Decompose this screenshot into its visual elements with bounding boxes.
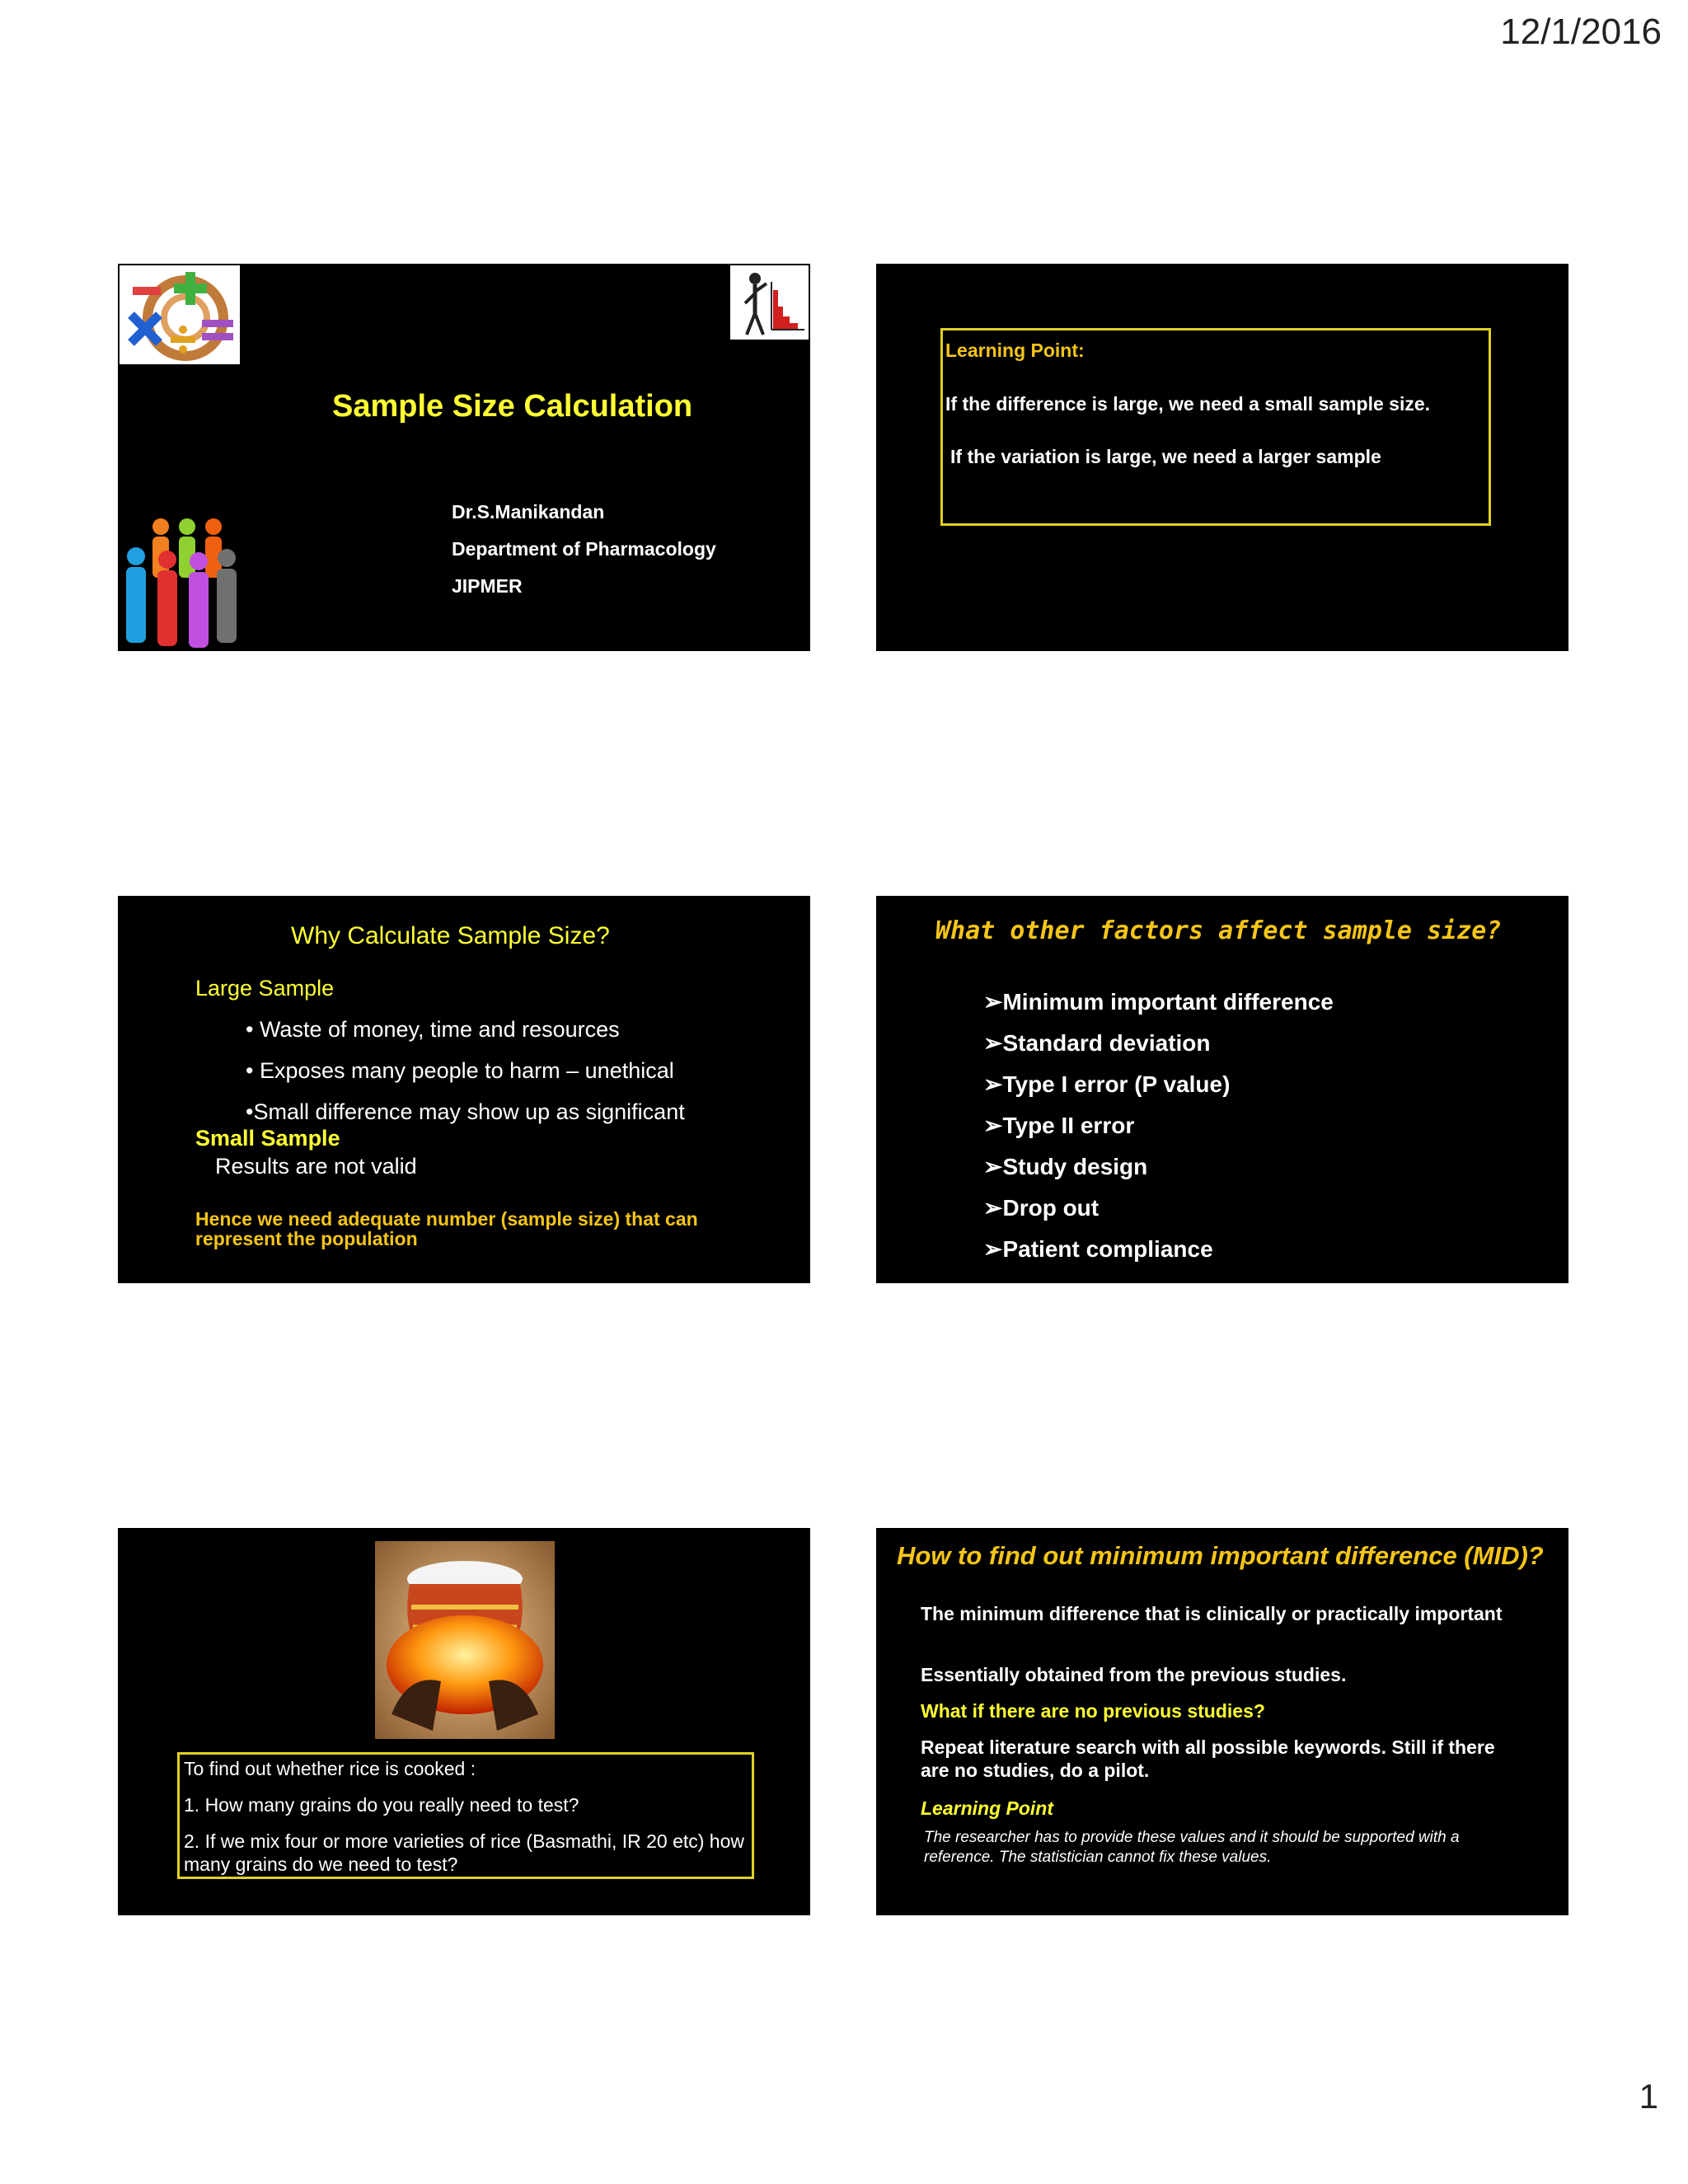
thinking-figure-icon	[730, 265, 809, 340]
arrow-bullet-icon: ➢	[983, 1154, 1003, 1179]
department-name: Department of Pharmacology	[452, 538, 716, 560]
arrow-bullet-icon: ➢	[983, 1030, 1003, 1056]
question-line: 2. If we mix four or more varieties of rice (Basmathi, IR 20 etc) how many grains do we need to test?	[184, 1830, 745, 1875]
question-line: 1. How many grains do you really need to test?	[184, 1794, 579, 1816]
arrow-bullet-icon: ➢	[983, 1236, 1003, 1262]
slide-footer-note: Hence we need adequate number (sample size) that can represent the population	[195, 1208, 698, 1249]
slide-heading: How to find out minimum important difference (MID)?	[897, 1541, 1544, 1570]
bullet-item: • Waste of money, time and resources	[246, 1017, 620, 1042]
arrow-bullet-icon: ➢	[983, 1113, 1003, 1138]
slide-rice-analogy	[118, 1528, 810, 1915]
question-line: To find out whether rice is cooked :	[184, 1758, 476, 1779]
slide-why-calculate	[118, 896, 810, 1283]
slide-title-text: Sample Size Calculation	[332, 389, 693, 424]
learning-point-text: The researcher has to provide these values and it should be supported with a reference. The statistician cannot fix these values.	[924, 1829, 1460, 1866]
math-symbols-icon	[120, 265, 240, 364]
factor-item: ➢Drop out	[983, 1195, 1100, 1221]
people-group-icon	[118, 515, 241, 651]
small-sample-result: Results are not valid	[215, 1154, 417, 1179]
arrow-bullet-icon: ➢	[983, 989, 1003, 1015]
learning-point-line: If the difference is large, we need a small sample size.	[945, 393, 1431, 415]
mid-answer: Repeat literature search with all possible keywords. Still if there are no studies, do a pilot.	[921, 1736, 1495, 1781]
author-name: Dr.S.Manikandan	[452, 501, 605, 523]
large-sample-label: Large Sample	[195, 976, 335, 1001]
factor-item: ➢Standard deviation	[983, 1030, 1211, 1056]
bullet-item: • Exposes many people to harm – unethical	[246, 1058, 674, 1083]
bullet-item: •Small difference may show up as significant	[246, 1099, 685, 1124]
factor-item: ➢Minimum important difference	[983, 989, 1334, 1015]
slide-learning-point	[876, 264, 1568, 651]
arrow-bullet-icon: ➢	[983, 1195, 1003, 1221]
mid-source: Essentially obtained from the previous studies.	[921, 1664, 1347, 1685]
slide-title	[118, 264, 810, 651]
small-sample-label: Small Sample	[195, 1126, 340, 1151]
institution-name: JIPMER	[452, 575, 523, 597]
factor-item: ➢Type II error	[983, 1113, 1135, 1138]
mid-question: What if there are no previous studies?	[921, 1700, 1265, 1722]
arrow-bullet-icon: ➢	[983, 1071, 1003, 1097]
page-date: 12/1/2016	[1500, 12, 1662, 52]
slide-heading: Why Calculate Sample Size?	[291, 922, 610, 949]
page-number: 1	[1639, 2077, 1658, 2116]
rice-pot-fire-icon	[375, 1541, 555, 1739]
factor-item: ➢Patient compliance	[983, 1236, 1213, 1262]
mid-definition: The minimum difference that is clinically or practically important	[921, 1603, 1503, 1624]
slide-mid	[876, 1528, 1568, 1915]
slide-factors	[876, 896, 1568, 1283]
learning-point-heading: Learning Point	[921, 1797, 1053, 1819]
factor-item: ➢Study design	[983, 1154, 1148, 1179]
learning-point-line: If the variation is large, we need a larger sample	[950, 446, 1381, 467]
slide-heading: What other factors affect sample size?	[935, 916, 1502, 945]
learning-point-heading: Learning Point:	[945, 340, 1085, 361]
factor-item: ➢Type I error (P value)	[983, 1071, 1231, 1097]
